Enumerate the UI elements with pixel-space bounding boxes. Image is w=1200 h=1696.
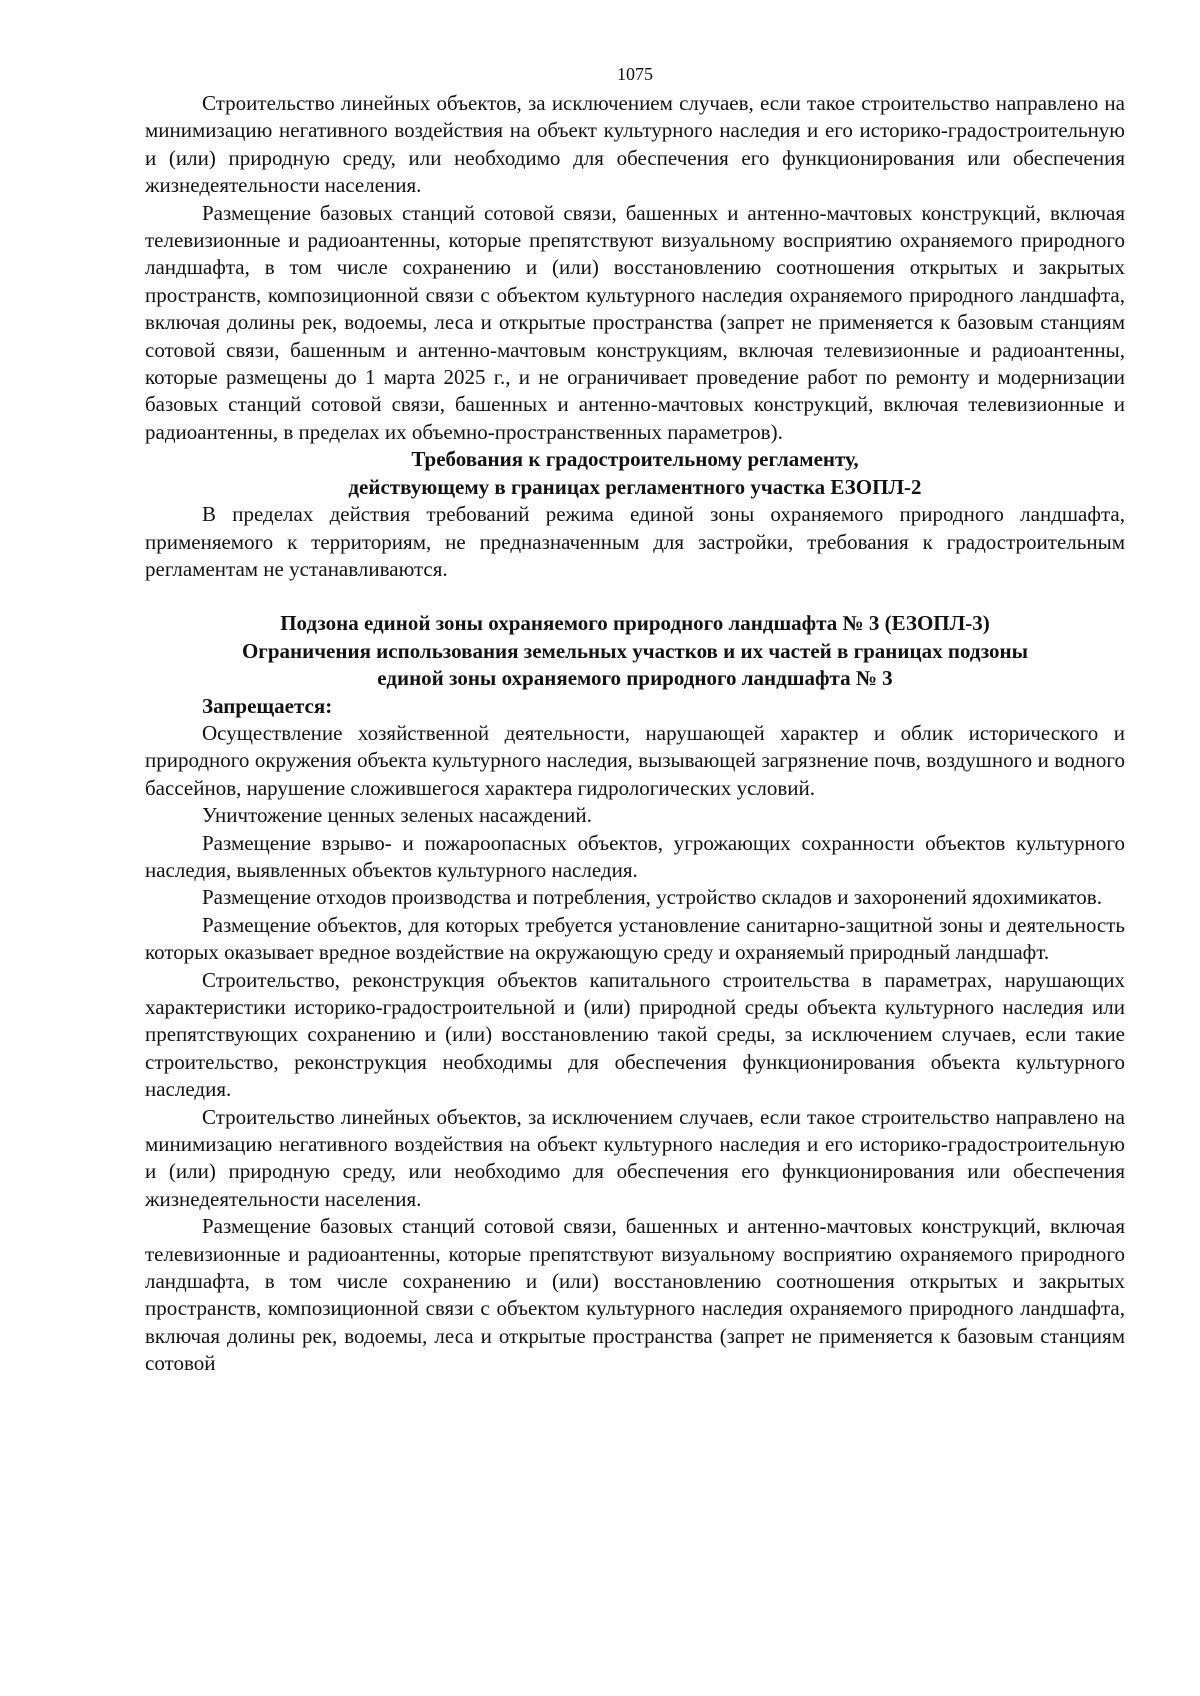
prohibited-label: Запрещается: [202,693,333,718]
paragraph: Строительство, реконструкция объектов капитального строительства в параметрах, нарушающих характеристики историко-градостроительной и (или) природной среды объекта культурного наследия или препятствующих сохранению и (или) восстановлению такой среды, за исключением случаев, если такие строительство, реконструкция необходимы для обеспечения функционирования объекта культурного наследия. [145,967,1125,1102]
paragraph: Размещение базовых станций сотовой связи, башенных и антенно-мачтовых конструкций, включая телевизионные и радиоантенны, которые препятствуют визуальному восприятию охраняемого природного ландшафта, в том числе сохранению и (или) восстановлению соотношения открытых и закрытых пространств, композиционной связи с объектом культурного наследия охраняемого природного ландшафта, включая долины рек, водоемы, леса и открытые пространства (запрет не применяется к базовым станциям сотовой [145,1214,1125,1376]
paragraph: Размещение взрыво- и пожароопасных объектов, угрожающих сохранности объектов культурного наследия, выявленных объектов культурного наследия. [145,830,1125,882]
page-number: 1075 [617,64,653,84]
section-heading: действующему в границах регламентного участка ЕЗОПЛ-2 [348,474,922,499]
section-heading: Подзона единой зоны охраняемого природного ландшафта № 3 (ЕЗОПЛ-3) [280,611,990,636]
paragraph: Строительство линейных объектов, за исключением случаев, если такое строительство направлено на минимизацию негативного воздействия на объект культурного наследия и его историко-градостроительную и (или) природную среду, или необходимо для обеспечения его функционирования или обеспечения жизнедеятельности населения. [145,91,1125,198]
paragraph: Осуществление хозяйственной деятельности, нарушающей характер и облик исторического и природного окружения объекта культурного наследия, вызывающей загрязнение почв, воздушного и водного бассейнов, нарушение сложившегося характера гидрологических условий. [145,720,1125,800]
spacer [145,583,1125,610]
section-heading: единой зоны охраняемого природного ландшафта № 3 [377,666,893,691]
paragraph: Уничтожение ценных зеленых насаждений. [202,803,592,828]
section-heading: Требования к градостроительному регламенту, [411,447,859,472]
paragraph: Размещение базовых станций сотовой связи, башенных и антенно-мачтовых конструкций, включая телевизионные и радиоантенны, которые препятствуют визуальному восприятию охраняемого природного ландшафта, в том числе сохранению и (или) восстановлению соотношения открытых и закрытых пространств, композиционной связи с объектом культурного наследия охраняемого природного ландшафта, включая долины рек, водоемы, леса и открытые пространства (запрет не применяется к базовым станциям сотовой связи, башенным и антенно-мачтовым конструкциям, включая телевизионные и радиоантенны, которые размещены до 1 марта 2025 г., и не ограничивает проведение работ по ремонту и модернизации базовых станций сотовой связи, башенных и антенно-мачтовых конструкций, включая телевизионные и радиоантенны, в пределах их объемно-пространственных параметров). [145,200,1125,444]
paragraph: Строительство линейных объектов, за исключением случаев, если такое строительство направлено на минимизацию негативного воздействия на объект культурного наследия и его историко-градостроительную и (или) природную среду, или необходимо для обеспечения его функционирования или обеспечения жизнедеятельности населения. [145,1104,1125,1211]
document-body [145,90,1125,1378]
paragraph: Размещение объектов, для которых требуется установление санитарно-защитной зоны и деятельность которых оказывает вредное воздействие на окружающую среду и охраняемый природный ландшафт. [145,912,1125,965]
paragraph: В пределах действия требований режима единой зоны охраняемого природного ландшафта, применяемого к территориям, не предназначенным для застройки, требования к градостроительным регламентам не устанавливаются. [145,502,1125,581]
document-page [145,62,1125,1378]
paragraph: Размещение отходов производства и потребления, устройство складов и захоронений ядохимикатов. [202,885,1102,910]
section-heading: Ограничения использования земельных участков и их частей в границах подзоны [241,638,1029,663]
